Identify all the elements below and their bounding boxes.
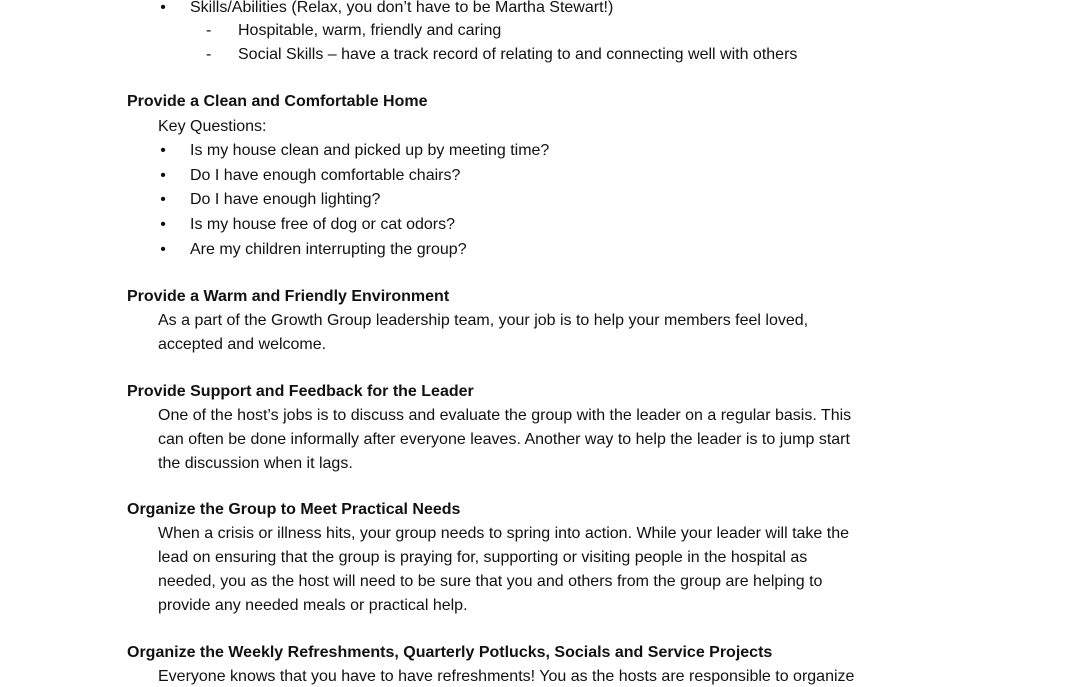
bullet-marker: • [160,241,166,258]
key-questions-label: Key Questions: [158,118,267,135]
paragraph-line: accepted and welcome. [158,336,327,353]
paragraph-line: When a crisis or illness hits, your group needs to spring into action. While your leader will take the [158,525,849,542]
skills-sub-item: Social Skills – have a track record of relating to and connecting well with others [238,46,798,63]
paragraph-line: As a part of the Growth Group leadership team, your job is to help your members feel loved, [158,312,809,329]
bullet-marker: • [160,191,166,208]
question-item: Is my house clean and picked up by meeting time? [190,142,550,159]
skills-sub-item: Hospitable, warm, friendly and caring [238,22,502,39]
dash-marker: - [206,46,212,63]
paragraph-line: One of the host’s jobs is to discuss and evaluate the group with the leader on a regular basis. This [158,407,852,424]
paragraph-line: lead on ensuring that the group is praying for, supporting or visiting people in the hospital as [158,549,808,566]
question-item: Do I have enough comfortable chairs? [190,167,461,184]
bullet-marker: • [160,216,166,233]
bullet-marker: • [160,0,166,16]
paragraph-line: provide any needed meals or practical help. [158,597,468,614]
bullet-marker: • [160,167,166,184]
dash-marker: - [206,22,212,39]
section-heading-practical: Organize the Group to Meet Practical Needs [127,501,461,518]
paragraph-line: can often be done informally after everyone leaves. Another way to help the leader is to jump start [158,431,850,448]
section-heading-support: Provide Support and Feedback for the Leader [127,383,474,400]
bullet-marker: • [160,142,166,159]
paragraph-line: the discussion when it lags. [158,455,353,472]
question-item: Is my house free of dog or cat odors? [190,216,456,233]
question-item: Are my children interrupting the group? [190,241,467,258]
paragraph-line: needed, you as the host will need to be sure that you and others from the group are helping to [158,573,823,590]
section-heading-environment: Provide a Warm and Friendly Environment [127,288,450,305]
section-heading-refreshments: Organize the Weekly Refreshments, Quarterly Potlucks, Socials and Service Projects [127,644,773,661]
section-heading-home: Provide a Clean and Comfortable Home [127,93,428,110]
paragraph-line: Everyone knows that you have to have refreshments! You as the hosts are responsible to organize [158,668,855,685]
skills-bullet: Skills/Abilities (Relax, you don’t have to be Martha Stewart!) [190,0,614,16]
question-item: Do I have enough lighting? [190,191,381,208]
